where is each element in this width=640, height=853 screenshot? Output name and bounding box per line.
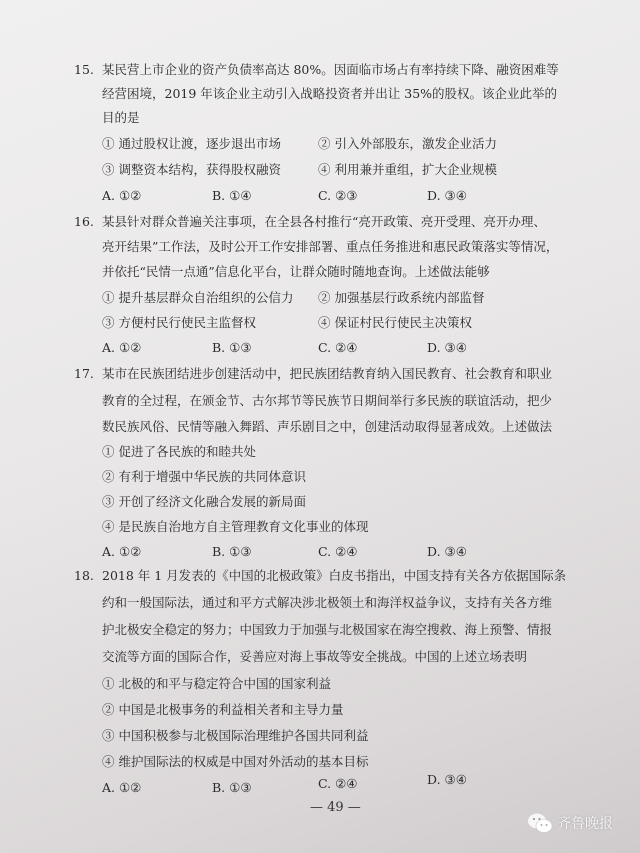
answer-c: C. ②④ xyxy=(318,776,358,791)
answer-c: C. ②④ xyxy=(318,544,358,559)
option-4: ④ 维护国际法的权威是中国对外活动的基本目标 xyxy=(102,754,369,769)
question-stem-line: 某市在民族团结进步创建活动中，把民族团结教育纳入国民教育、社会教育和职业 xyxy=(102,366,553,381)
question-stem-line: 约和一般国际法，通过和平方式解决涉北极领土和海洋权益争议，支持有关各方维 xyxy=(102,595,553,610)
option-1: ① 促进了各民族的和睦共处 xyxy=(102,444,256,459)
question-number: 15. xyxy=(74,62,94,77)
answer-d: D. ③④ xyxy=(427,772,467,787)
answer-b: B. ①③ xyxy=(212,780,252,795)
question-stem-line: 某民营上市企业的资产负债率高达 80%。因面临市场占有率持续下降、融资困难等 xyxy=(102,62,559,77)
option-2: ② 中国是北极事务的利益相关者和主导力量 xyxy=(102,702,344,717)
watermark-text: 齐鲁晚报 xyxy=(557,816,613,832)
option-2: ② 引入外部股东，激发企业活力 xyxy=(318,136,497,151)
answer-b: B. ①③ xyxy=(212,544,252,559)
option-4: ④ 保证村民行使民主决策权 xyxy=(318,315,472,330)
option-1: ① 通过股权让渡，逐步退出市场 xyxy=(102,136,281,151)
question-stem-line: 数民族风俗、民情等融入舞蹈、声乐剧目之中，创建活动取得显著成效。上述做法 xyxy=(102,419,553,434)
page-number: — 49 — xyxy=(310,800,361,815)
question-stem-line: 并依托“民情一点通”信息化平台，让群众随时随地查询。上述做法能够 xyxy=(102,264,490,279)
question-stem-line: 亮开结果”工作法，及时公开工作安排部署、重点任务推进和惠民政策落实等情况， xyxy=(102,239,559,254)
answer-d: D. ③④ xyxy=(427,340,467,355)
option-3: ③ 开创了经济文化融合发展的新局面 xyxy=(102,494,306,509)
option-3: ③ 中国积极参与北极国际治理维护各国共同利益 xyxy=(102,728,369,743)
watermark xyxy=(527,812,613,834)
question-number: 17. xyxy=(74,366,94,381)
answer-b: B. ①③ xyxy=(212,340,252,355)
option-4: ④ 利用兼并重组，扩大企业规模 xyxy=(318,162,497,177)
question-stem-line: 护北极安全稳定的努力；中国致力于加强与北极国家在海空搜救、海上预警、情报 xyxy=(102,622,553,637)
question-stem-line: 经营困境，2019 年该企业主动引入战略投资者并出让 35%的股权。该企业此举的 xyxy=(102,86,558,101)
question-number: 18. xyxy=(74,568,94,583)
answer-a: A. ①② xyxy=(102,188,142,203)
question-stem-line: 交流等方面的国际合作，妥善应对海上事故等安全挑战。中国的上述立场表明 xyxy=(102,649,528,664)
answer-a: A. ①② xyxy=(102,544,142,559)
option-4: ④ 是民族自治地方自主管理教育文化事业的体现 xyxy=(102,519,369,534)
option-3: ③ 调整资本结构，获得股权融资 xyxy=(102,162,281,177)
answer-b: B. ①④ xyxy=(212,188,252,203)
answer-a: A. ①② xyxy=(102,340,142,355)
question-stem-line: 教育的全过程，在颁金节、古尔邦节等民族节日期间举行多民族的联谊活动，把少 xyxy=(102,393,553,408)
question-stem-line: 2018 年 1 月发表的《中国的北极政策》白皮书指出，中国支持有关各方依据国际条 xyxy=(102,568,567,583)
answer-d: D. ③④ xyxy=(427,188,467,203)
option-3: ③ 方便村民行使民主监督权 xyxy=(102,315,256,330)
answer-c: C. ②③ xyxy=(318,188,358,203)
answer-a: A. ①② xyxy=(102,780,142,795)
option-2: ② 加强基层行政系统内部监督 xyxy=(318,290,485,305)
option-1: ① 提升基层群众自治组织的公信力 xyxy=(102,290,294,305)
option-1: ① 北极的和平与稳定符合中国的国家利益 xyxy=(102,676,331,691)
answer-d: D. ③④ xyxy=(427,544,467,559)
question-stem-line: 目的是 xyxy=(102,110,140,125)
question-stem-line: 某县针对群众普遍关注事项，在全县各村推行“亮开政策、亮开受理、亮开办理、 xyxy=(102,214,546,229)
wechat-icon xyxy=(527,812,553,834)
question-number: 16. xyxy=(74,214,94,229)
answer-c: C. ②④ xyxy=(318,340,358,355)
option-2: ② 有利于增强中华民族的共同体意识 xyxy=(102,469,306,484)
